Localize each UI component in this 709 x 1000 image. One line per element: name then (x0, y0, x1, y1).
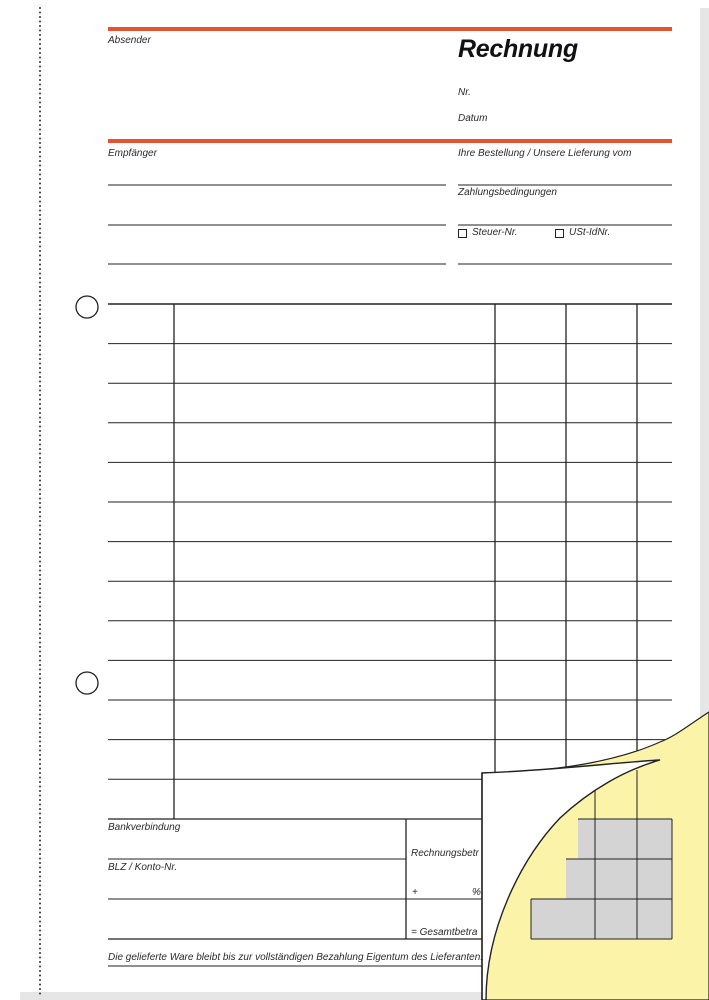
perforation-dot (39, 7, 41, 9)
perforation-dot (39, 480, 41, 482)
perforation-dot (39, 120, 41, 122)
middle-accent-bar (108, 139, 672, 143)
perforation-dot (39, 160, 41, 162)
perforation-dot (39, 444, 41, 446)
invoice-number-label: Nr. (458, 87, 471, 98)
perforation-dot (39, 376, 41, 378)
shaded-cell (531, 899, 672, 939)
perforation-dot (39, 102, 41, 104)
perforation-dot (39, 12, 41, 14)
perforation-dot (39, 228, 41, 230)
vat-id-checkbox[interactable] (555, 229, 564, 238)
perforation-dot (39, 417, 41, 419)
perforation-dot (39, 885, 41, 887)
perforation-dot (39, 520, 41, 522)
perforation-dot (39, 610, 41, 612)
perforation-dot (39, 138, 41, 140)
perforation-dot (39, 16, 41, 18)
perforation-dot (39, 934, 41, 936)
perforation-dot (39, 930, 41, 932)
perforation-dot (39, 313, 41, 315)
perforation-dot (39, 448, 41, 450)
perforation-dot (39, 844, 41, 846)
perforation-dot (39, 570, 41, 572)
perforation-dot (39, 61, 41, 63)
perforation-dot (39, 183, 41, 185)
perforation-dot (39, 961, 41, 963)
perforation-dot (39, 511, 41, 513)
perforation-dot (39, 408, 41, 410)
perforation-dot (39, 291, 41, 293)
perforation-dot (39, 790, 41, 792)
perforation-dot (39, 858, 41, 860)
perforation-dot (39, 345, 41, 347)
perforation-dot (39, 367, 41, 369)
perforation-dot (39, 628, 41, 630)
perforation-dot (39, 471, 41, 473)
perforation-dot (39, 430, 41, 432)
perforation-dot (39, 106, 41, 108)
perforation-dot (39, 759, 41, 761)
tax-number-label: Steuer-Nr. (472, 227, 518, 238)
perforation-dot (39, 273, 41, 275)
perforation-dot (39, 97, 41, 99)
perforation-dot (39, 354, 41, 356)
perforation-dot (39, 948, 41, 950)
perforation-dot (39, 255, 41, 257)
perforation-dot (39, 741, 41, 743)
perforation-dot (39, 565, 41, 567)
perforation-dot (39, 723, 41, 725)
perforation-dot (39, 795, 41, 797)
perforation-dot (39, 358, 41, 360)
perforation-dot (39, 399, 41, 401)
perforation-dot (39, 822, 41, 824)
perforation-dot (39, 763, 41, 765)
perforation-dot (39, 547, 41, 549)
punch-hole-bottom (76, 672, 98, 694)
perforation-dot (39, 655, 41, 657)
perforation-dot (39, 633, 41, 635)
perforation-dot (39, 831, 41, 833)
perforation-dot (39, 745, 41, 747)
perforation-dot (39, 232, 41, 234)
recipient-label: Empfänger (108, 148, 157, 159)
perforation-dot (39, 394, 41, 396)
perforation-dot (39, 462, 41, 464)
perforation-dot (39, 826, 41, 828)
perforation-dot (39, 714, 41, 716)
perforation-dot (39, 165, 41, 167)
perforation-dot (39, 30, 41, 32)
perforation-dot (39, 786, 41, 788)
perforation-dot (39, 48, 41, 50)
perforation-dot (39, 403, 41, 405)
perforation-dot (39, 678, 41, 680)
perforation-dot (39, 196, 41, 198)
perforation-dot (39, 700, 41, 702)
perforation-dot (39, 318, 41, 320)
perforation-dot (39, 250, 41, 252)
perforation-dot (39, 588, 41, 590)
perforation-dot (39, 718, 41, 720)
shaded-cell (566, 859, 672, 899)
perforation-line (39, 7, 41, 995)
perforation-dot (39, 619, 41, 621)
perforation-dot (39, 777, 41, 779)
perforation-dot (39, 876, 41, 878)
perforation-dot (39, 66, 41, 68)
perforation-dot (39, 529, 41, 531)
perforation-dot (39, 727, 41, 729)
perforation-dot (39, 579, 41, 581)
perforation-dot (39, 439, 41, 441)
perforation-dot (39, 124, 41, 126)
perforation-dot (39, 205, 41, 207)
perforation-dot (39, 327, 41, 329)
perforation-dot (39, 975, 41, 977)
perforation-dot (39, 115, 41, 117)
perforation-dot (39, 282, 41, 284)
date-label: Datum (458, 113, 488, 124)
top-accent-bar (108, 27, 672, 31)
perforation-dot (39, 349, 41, 351)
perforation-dot (39, 336, 41, 338)
perforation-dot (39, 453, 41, 455)
perforation-dot (39, 808, 41, 810)
perforation-dot (39, 111, 41, 113)
perforation-dot (39, 943, 41, 945)
perforation-dot (39, 952, 41, 954)
perforation-dot (39, 435, 41, 437)
perforation-dot (39, 804, 41, 806)
perforation-dot (39, 93, 41, 95)
perforation-dot (39, 381, 41, 383)
perforation-dot (39, 75, 41, 77)
perforation-dot (39, 390, 41, 392)
perforation-dot (39, 174, 41, 176)
perforation-dot (39, 871, 41, 873)
perforation-dot (39, 178, 41, 180)
perforation-dot (39, 660, 41, 662)
perforation-dot (39, 597, 41, 599)
perforation-dot (39, 147, 41, 149)
perforation-dot (39, 615, 41, 617)
perforation-dot (39, 268, 41, 270)
perforation-dot (39, 781, 41, 783)
perforation-dot (39, 39, 41, 41)
perforation-dot (39, 214, 41, 216)
vat-id-label: USt-IdNr. (569, 227, 611, 238)
perforation-dot (39, 223, 41, 225)
carbon-copy-corner (482, 712, 709, 1000)
perforation-dot (39, 421, 41, 423)
perforation-dot (39, 322, 41, 324)
perforation-dot (39, 664, 41, 666)
perforation-dot (39, 907, 41, 909)
perforation-dot (39, 295, 41, 297)
perforation-dot (39, 151, 41, 153)
perforation-dot (39, 534, 41, 536)
perforation-dot (39, 70, 41, 72)
perforation-dot (39, 331, 41, 333)
perforation-dot (39, 210, 41, 212)
invoice-amount-label: Rechnungsbetr (411, 848, 479, 859)
perforation-dot (39, 219, 41, 221)
perforation-dot (39, 142, 41, 144)
perforation-dot (39, 583, 41, 585)
perforation-dot (39, 709, 41, 711)
perforation-dot (39, 750, 41, 752)
perforation-dot (39, 340, 41, 342)
perforation-dot (39, 259, 41, 261)
perforation-dot (39, 687, 41, 689)
perforation-dot (39, 669, 41, 671)
perforation-dot (39, 691, 41, 693)
perforation-dot (39, 862, 41, 864)
perforation-dot (39, 592, 41, 594)
perforation-dot (39, 574, 41, 576)
perforation-dot (39, 840, 41, 842)
perforation-dot (39, 561, 41, 563)
perforation-dot (39, 925, 41, 927)
perforation-dot (39, 912, 41, 914)
perforation-dot (39, 52, 41, 54)
perforation-dot (39, 426, 41, 428)
page-title: Rechnung (458, 35, 578, 63)
perforation-dot (39, 988, 41, 990)
perforation-dot (39, 768, 41, 770)
perforation-dot (39, 817, 41, 819)
sender-label: Absender (108, 35, 151, 46)
perforation-dot (39, 894, 41, 896)
plus-sign: + (412, 887, 418, 898)
perforation-dot (39, 880, 41, 882)
perforation-dot (39, 84, 41, 86)
perforation-dot (39, 696, 41, 698)
perforation-dot (39, 898, 41, 900)
perforation-dot (39, 606, 41, 608)
perforation-dot (39, 309, 41, 311)
perforation-dot (39, 916, 41, 918)
shaded-cell (578, 819, 672, 859)
perforation-dot (39, 732, 41, 734)
perforation-dot (39, 624, 41, 626)
perforation-dot (39, 237, 41, 239)
perforation-dot (39, 484, 41, 486)
perforation-dot (39, 556, 41, 558)
perforation-dot (39, 133, 41, 135)
perforation-dot (39, 169, 41, 171)
perforation-dot (39, 21, 41, 23)
perforation-dot (39, 516, 41, 518)
footer-ownership-note: Die gelieferte Ware bleibt bis zur vollständigen Bezahlung Eigentum des Lieferanten. (108, 952, 484, 963)
perforation-dot (39, 507, 41, 509)
tax-number-checkbox[interactable] (458, 229, 467, 238)
perforation-dot (39, 772, 41, 774)
perforation-dot (39, 601, 41, 603)
perforation-dot (39, 957, 41, 959)
perforation-dot (39, 201, 41, 203)
perforation-dot (39, 970, 41, 972)
perforation-dot (39, 241, 41, 243)
perforation-dot (39, 187, 41, 189)
perforation-dot (39, 966, 41, 968)
perforation-dot (39, 813, 41, 815)
perforation-dot (39, 979, 41, 981)
perforation-dot (39, 277, 41, 279)
perforation-dot (39, 552, 41, 554)
perforation-dot (39, 372, 41, 374)
perforation-dot (39, 543, 41, 545)
total-amount-label: = Gesamtbetra (411, 927, 478, 938)
perforation-dot (39, 889, 41, 891)
perforation-dot (39, 466, 41, 468)
perforation-dot (39, 637, 41, 639)
perforation-dot (39, 25, 41, 27)
perforation-dot (39, 835, 41, 837)
perforation-dot (39, 849, 41, 851)
perforation-dot (39, 984, 41, 986)
payment-terms-label: Zahlungsbedingungen (458, 187, 557, 198)
line-items-table (108, 304, 672, 819)
perforation-dot (39, 754, 41, 756)
perforation-dot (39, 475, 41, 477)
perforation-dot (39, 246, 41, 248)
punch-hole-top (76, 296, 98, 318)
perforation-dot (39, 304, 41, 306)
perforation-dot (39, 457, 41, 459)
perforation-dot (39, 799, 41, 801)
perforation-dot (39, 642, 41, 644)
perforation-dot (39, 489, 41, 491)
perforation-dot (39, 705, 41, 707)
order-date-label: Ihre Bestellung / Unsere Lieferung vom (458, 148, 632, 159)
perforation-dot (39, 867, 41, 869)
percent-sign: % (472, 887, 481, 898)
perforation-dot (39, 156, 41, 158)
bank-details-label: Bankverbindung (108, 822, 181, 833)
perforation-dot (39, 939, 41, 941)
perforation-dot (39, 682, 41, 684)
perforation-dot (39, 79, 41, 81)
perforation-dot (39, 538, 41, 540)
perforation-dot (39, 921, 41, 923)
account-number-label: BLZ / Konto-Nr. (108, 862, 178, 873)
perforation-dot (39, 651, 41, 653)
perforation-dot (39, 385, 41, 387)
perforation-dot (39, 129, 41, 131)
perforation-dot (39, 502, 41, 504)
perforation-dot (39, 673, 41, 675)
perforation-dot (39, 646, 41, 648)
perforation-dot (39, 993, 41, 995)
perforation-dot (39, 736, 41, 738)
perforation-dot (39, 493, 41, 495)
perforation-dot (39, 264, 41, 266)
perforation-dot (39, 34, 41, 36)
perforation-dot (39, 412, 41, 414)
perforation-dot (39, 300, 41, 302)
perforation-dot (39, 853, 41, 855)
perforation-dot (39, 498, 41, 500)
perforation-dot (39, 192, 41, 194)
perforation-dot (39, 363, 41, 365)
perforation-dot (39, 88, 41, 90)
perforation-dot (39, 286, 41, 288)
perforation-dot (39, 525, 41, 527)
perforation-dot (39, 903, 41, 905)
perforation-dot (39, 43, 41, 45)
perforation-dot (39, 57, 41, 59)
